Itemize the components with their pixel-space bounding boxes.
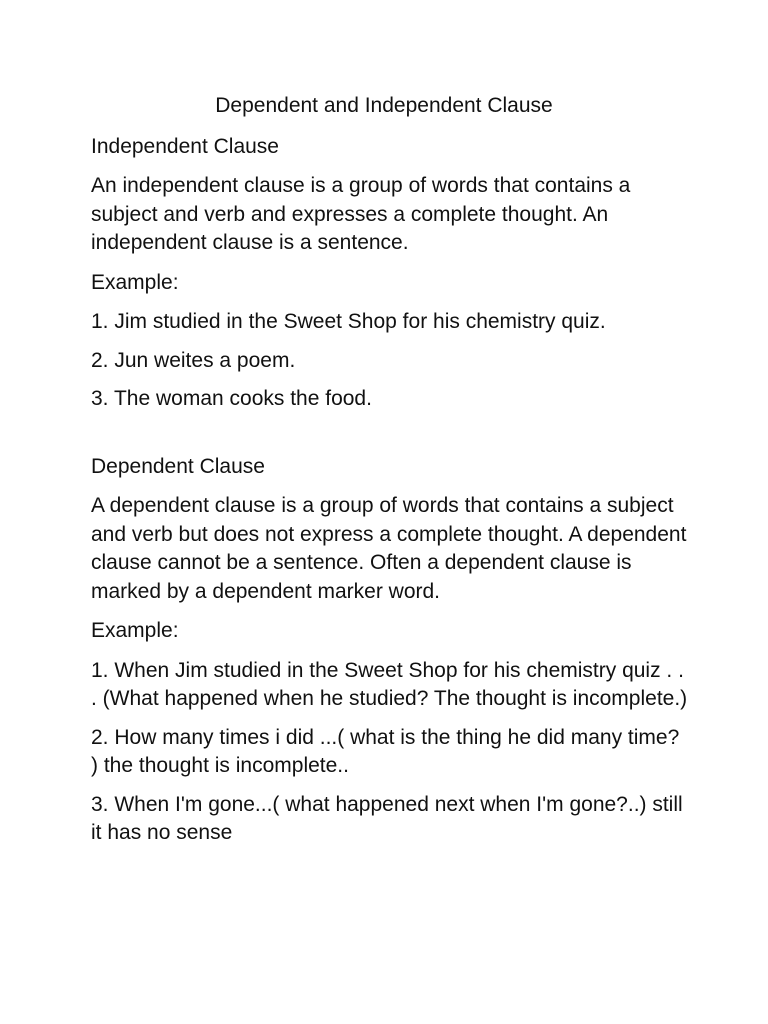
example-list [91, 308, 691, 414]
dependent-clause-section [91, 453, 691, 848]
example-item: 1. Jim studied in the Sweet Shop for his chemistry quiz. [91, 310, 606, 333]
example-item: 2. Jun weites a poem. [91, 348, 296, 372]
section-definition: An independent clause is a group of words that contains a subject and verb and expresses a complete thought. An independent clause is a sentence. [91, 174, 631, 254]
section-spacer [91, 424, 691, 453]
independent-clause-section [91, 133, 691, 414]
document-content [91, 92, 691, 858]
example-list [91, 657, 691, 848]
example-item: 3. When I'm gone...( what happened next when I'm gone?..) still it has no sense [91, 792, 683, 844]
example-item: 1. When Jim studied in the Sweet Shop for his chemistry quiz . . . (What happened when he studied? The thought is incomplete.) [91, 658, 688, 710]
example-label: Example: [91, 619, 179, 642]
example-label: Example: [91, 270, 179, 294]
section-heading: Dependent Clause [91, 454, 265, 478]
example-item: 2. How many times i did ...( what is the thing he did many time? ) the thought is incomplete.. [91, 725, 680, 777]
section-heading: Independent Clause [91, 134, 279, 158]
section-definition: A dependent clause is a group of words that contains a subject and verb but does not express a complete thought. A dependent clause cannot be a sentence. Often a dependent clause is marked by a dependent marker word. [91, 494, 687, 603]
example-item: 3. The woman cooks the food. [91, 387, 372, 410]
page-title: Dependent and Independent Clause [215, 94, 553, 117]
